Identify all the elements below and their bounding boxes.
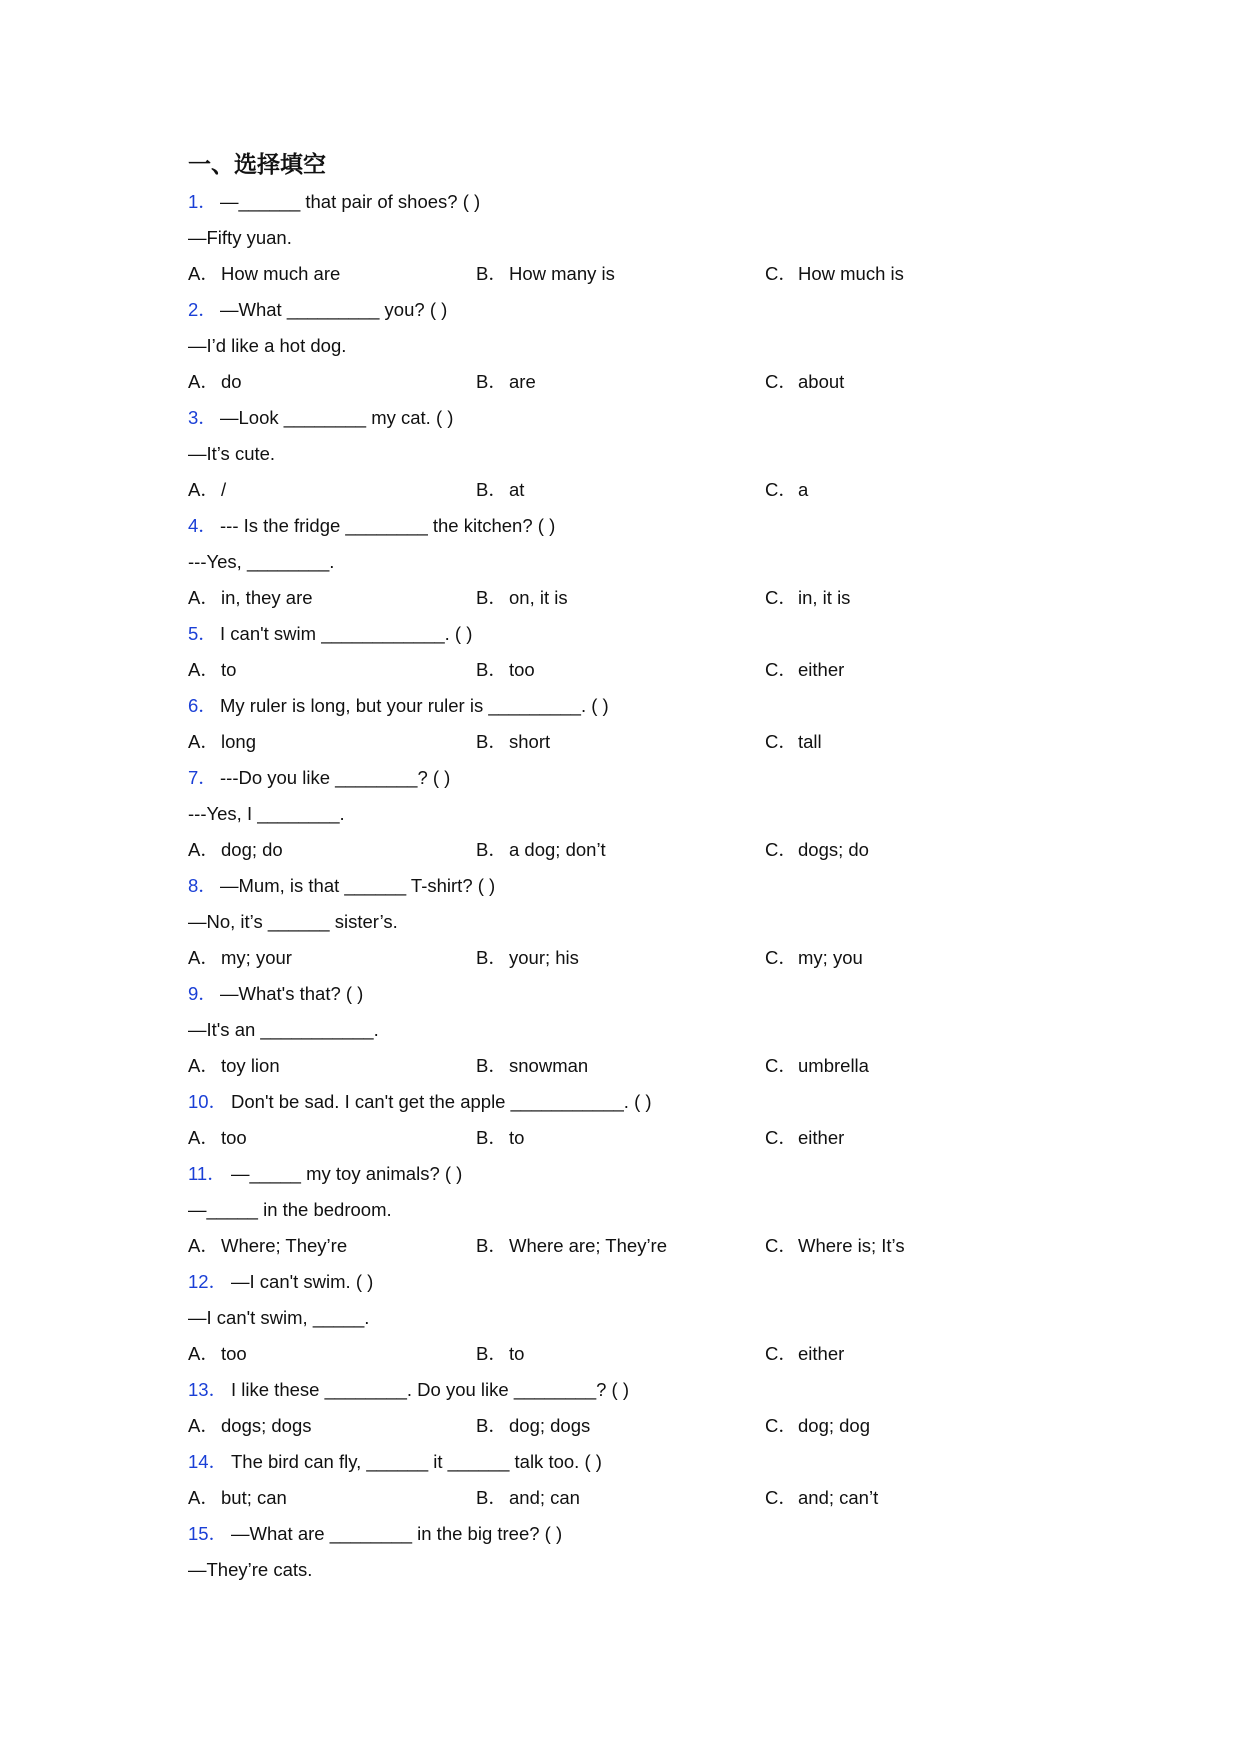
- option-c: [765, 1048, 869, 1084]
- option-letter: A．: [188, 587, 219, 608]
- options-row: [188, 652, 1088, 688]
- options-row: [188, 1480, 1088, 1516]
- question-number: 8．: [188, 875, 217, 896]
- options-row: [188, 1408, 1088, 1444]
- option-text: dog; do: [221, 839, 283, 860]
- option-a: [188, 652, 236, 688]
- option-a: [188, 832, 283, 868]
- option-letter: A．: [188, 731, 219, 752]
- answer-line: —They’re cats.: [188, 1559, 313, 1580]
- option-c: [765, 580, 850, 616]
- option-b: [476, 580, 568, 616]
- option-c: [765, 940, 863, 976]
- option-letter: A．: [188, 263, 219, 284]
- question-stem: [188, 184, 1088, 220]
- question-number: 1．: [188, 191, 217, 212]
- option-text: snowman: [509, 1055, 589, 1076]
- question-number: 6．: [188, 695, 217, 716]
- question-stem: [188, 616, 1088, 652]
- question-stem: [188, 688, 1088, 724]
- option-c: [765, 1120, 844, 1156]
- option-letter: C．: [765, 587, 797, 608]
- option-text: tall: [798, 731, 822, 752]
- option-letter: B．: [476, 1487, 507, 1508]
- option-letter: B．: [476, 659, 507, 680]
- question-number: 14．: [188, 1451, 228, 1472]
- option-c: [765, 1228, 905, 1264]
- option-a: [188, 1228, 347, 1264]
- option-letter: C．: [765, 947, 797, 968]
- option-letter: B．: [476, 1127, 507, 1148]
- option-letter: C．: [765, 263, 797, 284]
- question-number: 13．: [188, 1379, 228, 1400]
- option-text: to: [509, 1127, 525, 1148]
- option-letter: B．: [476, 947, 507, 968]
- option-text: either: [798, 659, 845, 680]
- option-a: [188, 1408, 312, 1444]
- option-text: and; can’t: [798, 1487, 879, 1508]
- option-text: toy lion: [221, 1055, 280, 1076]
- option-letter: B．: [476, 731, 507, 752]
- options-row: [188, 832, 1088, 868]
- option-letter: C．: [765, 371, 797, 392]
- option-c: [765, 256, 904, 292]
- options-row: [188, 724, 1088, 760]
- options-row: [188, 1336, 1088, 1372]
- question-text: —I can't swim. ( ): [231, 1271, 374, 1292]
- option-letter: A．: [188, 1487, 219, 1508]
- section-title: 一、选择填空: [188, 151, 326, 178]
- option-a: [188, 1480, 287, 1516]
- option-c: [765, 364, 844, 400]
- option-a: [188, 1048, 280, 1084]
- option-text: umbrella: [798, 1055, 869, 1076]
- question-text: —______ that pair of shoes? ( ): [220, 191, 481, 212]
- option-letter: B．: [476, 371, 507, 392]
- option-text: either: [798, 1127, 845, 1148]
- option-letter: A．: [188, 1235, 219, 1256]
- option-letter: A．: [188, 1343, 219, 1364]
- question-stem: [188, 1372, 1088, 1408]
- option-text: to: [221, 659, 237, 680]
- question-text: —What are ________ in the big tree? ( ): [231, 1523, 563, 1544]
- option-text: a: [798, 479, 809, 500]
- option-c: [765, 1408, 870, 1444]
- option-a: [188, 724, 256, 760]
- option-text: dogs; do: [798, 839, 869, 860]
- option-a: [188, 256, 340, 292]
- option-letter: A．: [188, 371, 219, 392]
- answer-line: ---Yes, I ________.: [188, 803, 345, 824]
- option-letter: B．: [476, 1235, 507, 1256]
- option-c: [765, 472, 808, 508]
- question-text: I like these ________. Do you like ________? ( ): [231, 1379, 630, 1400]
- answer-line: —It’s cute.: [188, 443, 276, 464]
- option-a: [188, 580, 313, 616]
- answer-line: —I’d like a hot dog.: [188, 335, 347, 356]
- option-letter: C．: [765, 731, 797, 752]
- question-number: 2．: [188, 299, 217, 320]
- option-text: my; you: [798, 947, 863, 968]
- option-letter: B．: [476, 263, 507, 284]
- option-letter: A．: [188, 1127, 219, 1148]
- answer-line: —It's an ___________.: [188, 1019, 379, 1040]
- question-stem: [188, 508, 1088, 544]
- question-stem: [188, 976, 1088, 1012]
- question-text: —_____ my toy animals? ( ): [231, 1163, 463, 1184]
- option-text: Where are; They’re: [509, 1235, 667, 1256]
- question-number: 15．: [188, 1523, 228, 1544]
- option-letter: C．: [765, 1487, 797, 1508]
- question-stem: [188, 292, 1088, 328]
- option-a: [188, 364, 242, 400]
- option-text: in, it is: [798, 587, 851, 608]
- option-text: about: [798, 371, 845, 392]
- option-b: [476, 256, 615, 292]
- option-c: [765, 1336, 844, 1372]
- option-letter: A．: [188, 1415, 219, 1436]
- options-row: [188, 1048, 1088, 1084]
- option-letter: A．: [188, 1055, 219, 1076]
- question-text: My ruler is long, but your ruler is _________. ( ): [220, 695, 609, 716]
- option-text: to: [509, 1343, 525, 1364]
- options-row: [188, 940, 1088, 976]
- option-text: Where; They’re: [221, 1235, 348, 1256]
- option-c: [765, 1480, 878, 1516]
- option-letter: A．: [188, 479, 219, 500]
- option-letter: B．: [476, 839, 507, 860]
- option-letter: A．: [188, 659, 219, 680]
- option-text: /: [221, 479, 227, 500]
- option-text: and; can: [509, 1487, 580, 1508]
- option-text: too: [221, 1343, 247, 1364]
- question-number: 3．: [188, 407, 217, 428]
- option-letter: B．: [476, 1055, 507, 1076]
- question-text: —What's that? ( ): [220, 983, 364, 1004]
- question-text: Don't be sad. I can't get the apple ___________. ( ): [231, 1091, 652, 1112]
- option-letter: B．: [476, 587, 507, 608]
- option-b: [476, 1048, 588, 1084]
- answer-line: —Fifty yuan.: [188, 227, 292, 248]
- option-b: [476, 1336, 524, 1372]
- option-letter: C．: [765, 1055, 797, 1076]
- question-text: —What _________ you? ( ): [220, 299, 448, 320]
- option-text: dogs; dogs: [221, 1415, 312, 1436]
- option-letter: C．: [765, 1127, 797, 1148]
- option-text: your; his: [509, 947, 579, 968]
- question-stem: [188, 400, 1088, 436]
- question-stem: [188, 1156, 1088, 1192]
- question-stem: [188, 760, 1088, 796]
- options-row: [188, 1120, 1088, 1156]
- question-stem: [188, 1444, 1088, 1480]
- option-text: are: [509, 371, 536, 392]
- option-text: How much is: [798, 263, 904, 284]
- option-b: [476, 1228, 667, 1264]
- answer-line: —_____ in the bedroom.: [188, 1199, 392, 1220]
- options-row: [188, 472, 1088, 508]
- option-a: [188, 1120, 247, 1156]
- option-letter: C．: [765, 479, 797, 500]
- question-number: 9．: [188, 983, 217, 1004]
- options-row: [188, 1228, 1088, 1264]
- option-b: [476, 724, 550, 760]
- option-text: a dog; don’t: [509, 839, 606, 860]
- question-number: 12．: [188, 1271, 228, 1292]
- option-text: my; your: [221, 947, 292, 968]
- option-letter: C．: [765, 1343, 797, 1364]
- option-letter: B．: [476, 1343, 507, 1364]
- option-b: [476, 472, 524, 508]
- answer-line: —No, it’s ______ sister’s.: [188, 911, 398, 932]
- option-letter: A．: [188, 947, 219, 968]
- question-number: 11．: [188, 1163, 226, 1184]
- option-b: [476, 1408, 590, 1444]
- option-b: [476, 1120, 524, 1156]
- question-number: 5．: [188, 623, 217, 644]
- question-stem: [188, 868, 1088, 904]
- question-number: 7．: [188, 767, 217, 788]
- option-a: [188, 472, 226, 508]
- question-text: —Look ________ my cat. ( ): [220, 407, 454, 428]
- option-text: How much are: [221, 263, 341, 284]
- option-text: dog; dog: [798, 1415, 871, 1436]
- option-text: too: [221, 1127, 247, 1148]
- option-c: [765, 832, 869, 868]
- option-letter: B．: [476, 479, 507, 500]
- answer-line: ---Yes, ________.: [188, 551, 335, 572]
- option-b: [476, 940, 579, 976]
- option-letter: C．: [765, 659, 797, 680]
- option-letter: C．: [765, 1415, 797, 1436]
- option-b: [476, 832, 606, 868]
- option-letter: C．: [765, 839, 797, 860]
- question-stem: [188, 1516, 1088, 1552]
- option-a: [188, 1336, 247, 1372]
- option-text: in, they are: [221, 587, 313, 608]
- option-c: [765, 652, 844, 688]
- question-text: --- Is the fridge ________ the kitchen? ( ): [220, 515, 556, 536]
- question-number: 4．: [188, 515, 217, 536]
- option-b: [476, 652, 535, 688]
- option-letter: A．: [188, 839, 219, 860]
- option-text: at: [509, 479, 525, 500]
- option-text: dog; dogs: [509, 1415, 591, 1436]
- option-text: but; can: [221, 1487, 287, 1508]
- option-text: on, it is: [509, 587, 568, 608]
- options-row: [188, 364, 1088, 400]
- option-text: How many is: [509, 263, 615, 284]
- question-number: 10．: [188, 1091, 228, 1112]
- question-stem: [188, 1084, 1088, 1120]
- option-text: either: [798, 1343, 845, 1364]
- option-c: [765, 724, 822, 760]
- question-list: [188, 148, 1088, 1588]
- option-text: too: [509, 659, 535, 680]
- option-text: long: [221, 731, 256, 752]
- options-row: [188, 580, 1088, 616]
- option-text: do: [221, 371, 242, 392]
- option-a: [188, 940, 292, 976]
- question-text: —Mum, is that ______ T-shirt? ( ): [220, 875, 496, 896]
- option-letter: C．: [765, 1235, 797, 1256]
- option-text: short: [509, 731, 551, 752]
- answer-line: —I can't swim, _____.: [188, 1307, 370, 1328]
- question-text: The bird can fly, ______ it ______ talk too. ( ): [231, 1451, 602, 1472]
- option-text: Where is; It’s: [798, 1235, 905, 1256]
- option-letter: B．: [476, 1415, 507, 1436]
- question-text: ---Do you like ________? ( ): [220, 767, 451, 788]
- options-row: [188, 256, 1088, 292]
- option-b: [476, 1480, 580, 1516]
- question-text: I can't swim ____________. ( ): [220, 623, 473, 644]
- question-stem: [188, 1264, 1088, 1300]
- option-b: [476, 364, 536, 400]
